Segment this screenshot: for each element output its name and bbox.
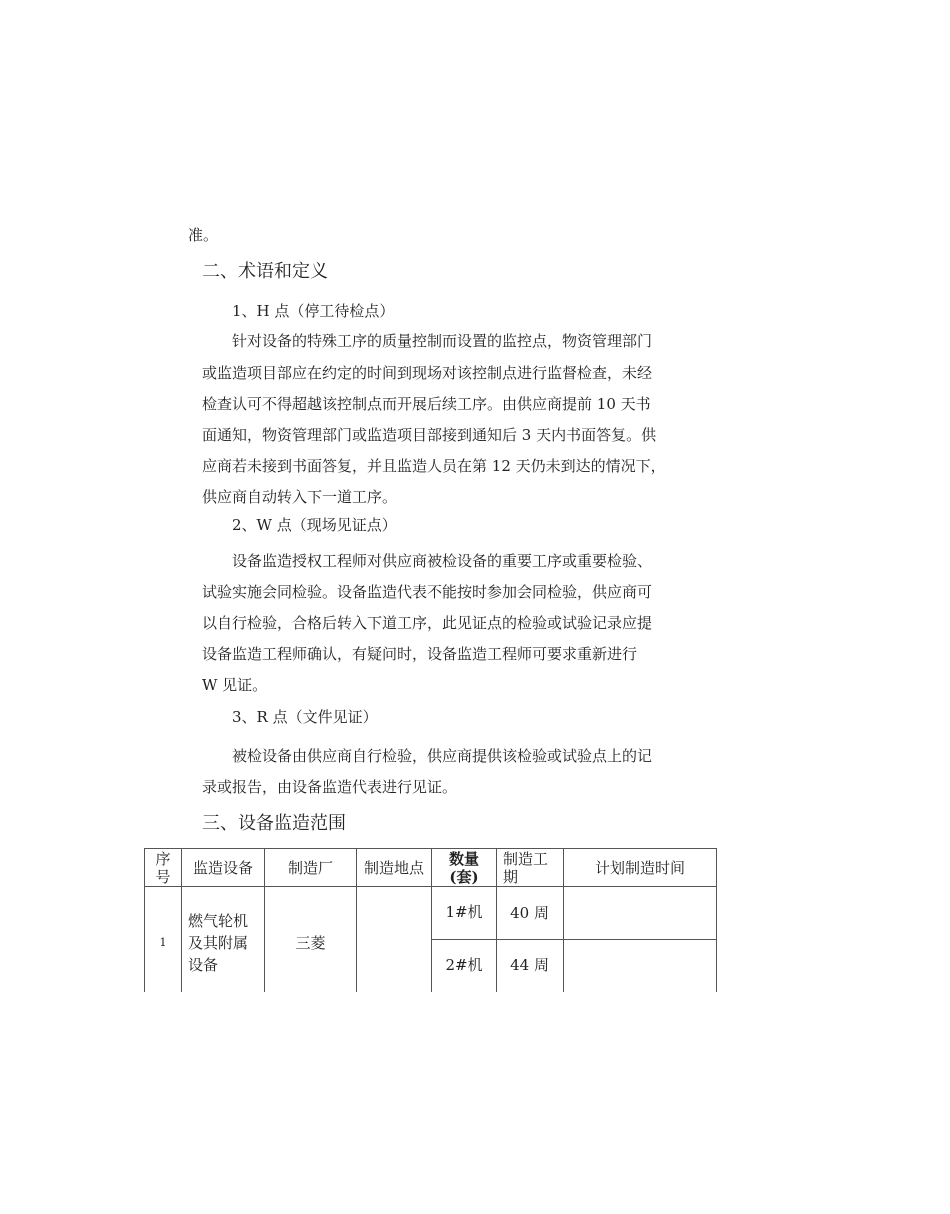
header-period: 制造工期 [497, 849, 564, 887]
table-row [145, 887, 717, 940]
cell-equipment: 燃气轮机及其附属设备 [182, 887, 265, 1000]
section-heading-terms: 二、术语和定义 [202, 261, 328, 282]
h-point-title: 1、H 点（停工待检点） [232, 302, 395, 320]
cell-period: 44 周 [497, 940, 564, 1000]
cell-period: 40 周 [497, 887, 564, 940]
paragraph-line: 设备监造工程师确认，有疑问时，设备监造工程师可要求重新进行 [202, 645, 638, 663]
text-fragment: 准。 [188, 226, 219, 244]
r-point-title: 3、R 点（文件见证） [232, 708, 378, 726]
header-seq: 序号 [145, 849, 182, 887]
paragraph-line: 或监造项目部应在约定的时间到现场对该控制点进行监督检查，未经 [202, 364, 653, 382]
paragraph-line: 被检设备由供应商自行检验，供应商提供该检验或试验点上的记 [232, 747, 653, 765]
cell-quantity: 2#机 [432, 940, 497, 1000]
header-location: 制造地点 [357, 849, 432, 887]
cell-location [357, 887, 432, 1000]
cell-seq: 1 [145, 887, 182, 1000]
paragraph-line: 面通知，物资管理部门或监造项目部接到通知后 3 天内书面答复。供 [202, 426, 657, 444]
monitoring-scope-table [144, 848, 717, 1000]
header-equipment: 监造设备 [182, 849, 265, 887]
cell-planned-time [564, 887, 717, 940]
paragraph-line: W 见证。 [202, 676, 268, 694]
paragraph-line: 以自行检验，合格后转入下道工序，此见证点的检验或试验记录应提 [202, 614, 653, 632]
paragraph-line: 试验实施会同检验。设备监造代表不能按时参加会同检验，供应商可 [202, 583, 653, 601]
w-point-title: 2、W 点（现场见证点） [232, 516, 397, 534]
header-manufacturer: 制造厂 [265, 849, 357, 887]
cell-quantity: 1#机 [432, 887, 497, 940]
paragraph-line: 录或报告，由设备监造代表进行见证。 [202, 778, 458, 796]
paragraph-line: 针对设备的特殊工序的质量控制而设置的监控点，物资管理部门 [232, 332, 653, 350]
header-quantity: 数量(套) [432, 849, 497, 887]
cell-planned-time [564, 940, 717, 1000]
paragraph-line: 设备监造授权工程师对供应商被检设备的重要工序或重要检验、 [232, 552, 653, 570]
cell-manufacturer: 三菱 [265, 887, 357, 1000]
paragraph-line: 应商若未接到书面答复，并且监造人员在第 12 天仍未到达的情况下， [202, 457, 666, 475]
page-bottom-clip [140, 992, 740, 1032]
header-planned-time: 计划制造时间 [564, 849, 717, 887]
paragraph-line: 供应商自动转入下一道工序。 [202, 488, 398, 506]
table-header-row [145, 849, 717, 887]
section-heading-scope: 三、设备监造范围 [202, 813, 346, 834]
paragraph-line: 检查认可不得超越该控制点而开展后续工序。由供应商提前 10 天书 [202, 395, 651, 413]
